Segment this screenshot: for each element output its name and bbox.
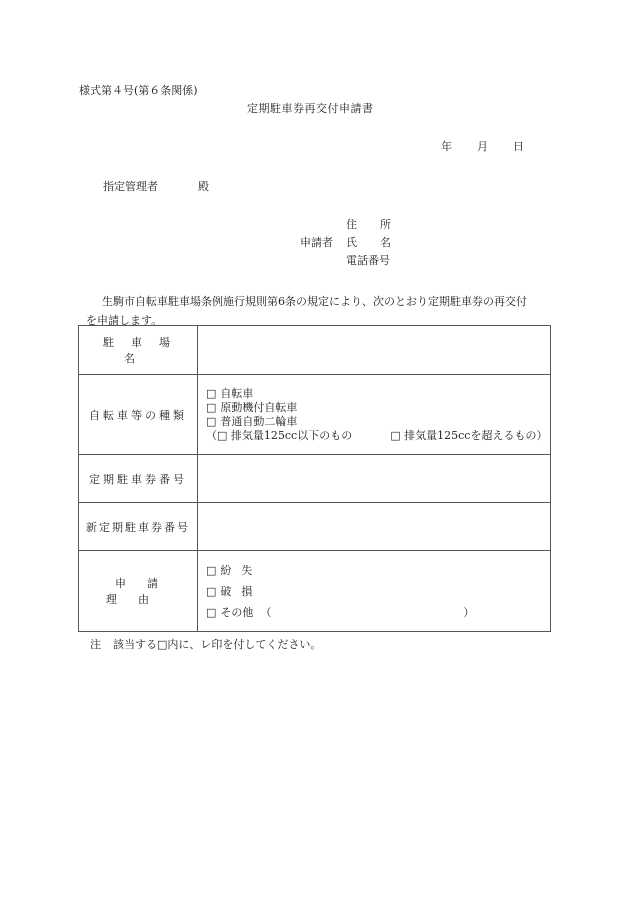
checkbox-icon[interactable]: □ xyxy=(206,400,217,414)
footnote xyxy=(90,636,321,652)
phone-label: 電話番号 xyxy=(346,254,390,267)
parking-name-label: 駐車場名 xyxy=(79,326,198,375)
applicant-block xyxy=(300,216,440,270)
application-table xyxy=(78,325,551,632)
checkbox-icon[interactable]: □ xyxy=(217,428,228,442)
checkbox-icon[interactable]: □ xyxy=(206,386,217,400)
ticket-number-label: 定期駐車券番号 xyxy=(79,455,198,503)
applicant-role-label: 申請者 xyxy=(300,236,333,249)
statement-line-1: 生駒市自転車駐車場条例施行規則第6条の規定により、次のとおり定期駐車券の再交付 xyxy=(102,295,527,308)
reason-label: 申請理由 xyxy=(79,551,198,632)
note-prefix: 注 xyxy=(90,638,101,651)
form-number: 様式第４号(第６条関係) xyxy=(79,84,198,97)
option-lost[interactable]: □ 紛失 xyxy=(206,563,263,577)
option-other[interactable]: □ その他 （ ） xyxy=(206,605,475,619)
ticket-number-field[interactable] xyxy=(198,455,551,503)
table-row-parking-name xyxy=(79,326,551,375)
checkbox-icon[interactable]: □ xyxy=(206,605,217,619)
motorcycle-displacement-options: （□ 排気量125cc以下のもの □ 排気量125ccを超えるもの） xyxy=(206,428,548,442)
addressee-honorific: 殿 xyxy=(198,180,209,193)
vehicle-type-label: 自転車等の種類 xyxy=(79,375,198,455)
date-field xyxy=(441,138,524,154)
new-ticket-number-field[interactable] xyxy=(198,503,551,551)
option-bicycle[interactable]: □ 自転車 xyxy=(206,386,254,400)
table-row-vehicle-type xyxy=(79,375,551,455)
statement-line-2: を申請します。 xyxy=(86,314,163,327)
table-row-reason xyxy=(79,551,551,632)
option-125cc-or-less[interactable]: 排気量125cc以下のもの xyxy=(230,428,353,442)
option-damaged[interactable]: □ 破損 xyxy=(206,584,263,598)
new-ticket-number-label: 新定期駐車券番号 xyxy=(79,503,198,551)
addressee-name: 指定管理者 xyxy=(103,180,158,193)
vehicle-type-options xyxy=(198,375,551,455)
document-title: 定期駐車券再交付申請書 xyxy=(247,102,374,115)
day-label: 日 xyxy=(513,140,524,153)
note-text: 該当する□内に、レ印を付してください。 xyxy=(113,638,322,651)
checkbox-icon[interactable]: □ xyxy=(206,584,217,598)
year-label: 年 xyxy=(441,140,452,153)
option-over-125cc[interactable]: 排気量125ccを超えるもの xyxy=(404,428,537,442)
name-label: 氏 名 xyxy=(346,236,397,249)
checkbox-icon[interactable]: □ xyxy=(206,414,217,428)
checkbox-icon[interactable]: □ xyxy=(206,563,217,577)
table-row-ticket-number xyxy=(79,455,551,503)
address-label: 住 所 xyxy=(346,218,397,231)
option-motorcycle[interactable]: □ 普通自動二輪車 xyxy=(206,414,298,428)
month-label: 月 xyxy=(477,140,488,153)
parking-name-field[interactable] xyxy=(198,326,551,375)
table-row-new-ticket-number xyxy=(79,503,551,551)
checkbox-icon[interactable]: □ xyxy=(390,428,401,442)
reason-options xyxy=(198,551,551,632)
option-moped[interactable]: □ 原動機付自転車 xyxy=(206,400,298,414)
addressee xyxy=(103,178,209,194)
